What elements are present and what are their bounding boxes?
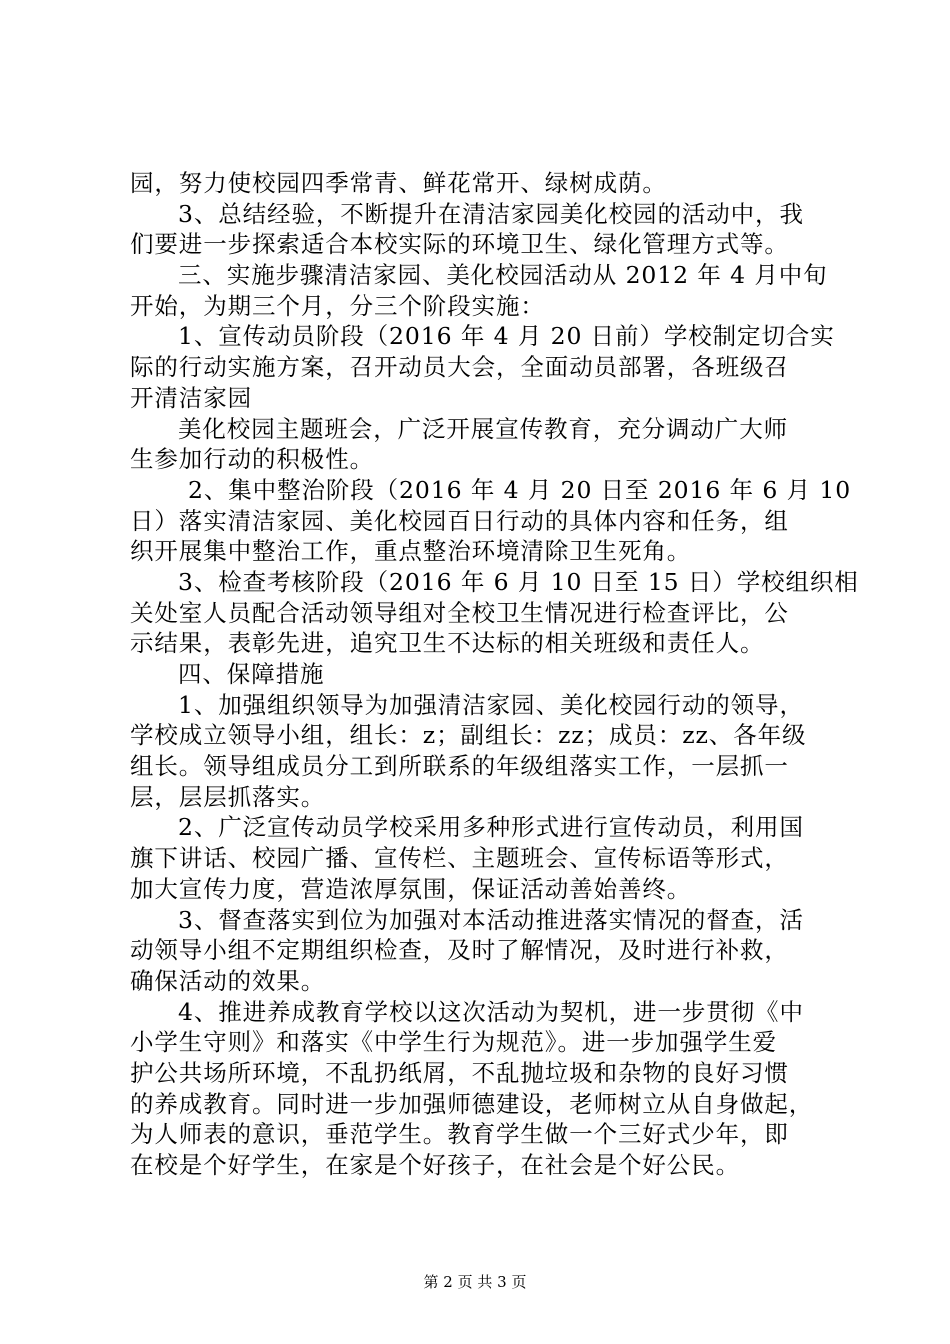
text-line: 2、集中整治阶段（2016 年 4 月 20 日至 2016 年 6 月 10 — [188, 475, 852, 504]
text-line: 学校成立领导小组，组长：z；副组长：zz；成员：zz、各年级 — [130, 721, 807, 750]
text-line: 3、检查考核阶段（2016 年 6 月 10 日至 15 日）学校组织相 — [178, 567, 859, 596]
text-line: 日）落实清洁家园、美化校园百日行动的具体内容和任务，组 — [130, 506, 789, 535]
text-line: 际的行动实施方案，召开动员大会，全面动员部署，各班级召 — [130, 353, 789, 382]
text-line: 1、宣传动员阶段（2016 年 4 月 20 日前）学校制定切合实 — [178, 322, 835, 351]
text-line: 4、推进养成教育学校以这次活动为契机，进一步贯彻《中 — [178, 997, 804, 1026]
text-line: 加大宣传力度，营造浓厚氛围，保证活动善始善终。 — [130, 874, 692, 903]
text-line: 生参加行动的积极性。 — [130, 445, 374, 474]
text-line: 的养成教育。同时进一步加强师德建设，老师树立从自身做起， — [130, 1089, 814, 1118]
document-body — [130, 168, 859, 1181]
text-line: 示结果，表彰先进，追究卫生不达标的相关班级和责任人。 — [130, 629, 765, 658]
text-line: 美化校园主题班会，广泛开展宣传教育，充分调动广大师 — [178, 414, 788, 443]
text-line: 动领导小组不定期组织检查，及时了解情况，及时进行补救， — [130, 936, 789, 965]
text-line: 3、督查落实到位为加强对本活动推进落实情况的督查，活 — [178, 905, 804, 934]
text-line: 四、保障措施 — [178, 660, 325, 688]
text-line: 们要进一步探索适合本校实际的环境卫生、绿化管理方式等。 — [130, 230, 789, 259]
text-line: 护公共场所环境，不乱扔纸屑，不乱抛垃圾和杂物的良好习惯 — [130, 1058, 789, 1087]
text-line: 三、实施步骤清洁家园、美化校园活动从 2012 年 4 月中旬 — [178, 261, 828, 290]
text-line: 组长。领导组成员分工到所联系的年级组落实工作，一层抓一 — [130, 752, 789, 781]
page-footer: 第 2 页 共 3 页 — [423, 1273, 527, 1291]
text-line: 为人师表的意识，垂范学生。教育学生做一个三好式少年，即 — [130, 1120, 789, 1149]
text-line: 开清洁家园 — [130, 383, 252, 412]
text-line: 3、总结经验，不断提升在清洁家园美化校园的活动中，我 — [178, 199, 804, 228]
text-line: 在校是个好学生，在家是个好孩子，在社会是个好公民。 — [130, 1151, 740, 1179]
text-line: 小学生守则》和落实《中学生行为规范》。进一步加强学生爱 — [130, 1028, 778, 1057]
text-line: 开始，为期三个月，分三个阶段实施： — [130, 291, 545, 320]
text-line: 旗下讲话、校园广播、宣传栏、主题班会、宣传标语等形式， — [130, 844, 789, 873]
text-line: 织开展集中整治工作，重点整治环境清除卫生死角。 — [130, 537, 692, 566]
text-line: 1、加强组织领导为加强清洁家园、美化校园行动的领导， — [178, 690, 804, 719]
text-line: 园，努力使校园四季常青、鲜花常开、绿树成荫。 — [130, 169, 667, 197]
text-line: 2、广泛宣传动员学校采用多种形式进行宣传动员，利用国 — [178, 813, 804, 842]
text-line: 确保活动的效果。 — [130, 966, 326, 995]
text-line: 层，层层抓落实。 — [130, 782, 326, 811]
text-line: 关处室人员配合活动领导组对全校卫生情况进行检查评比，公 — [130, 598, 789, 627]
